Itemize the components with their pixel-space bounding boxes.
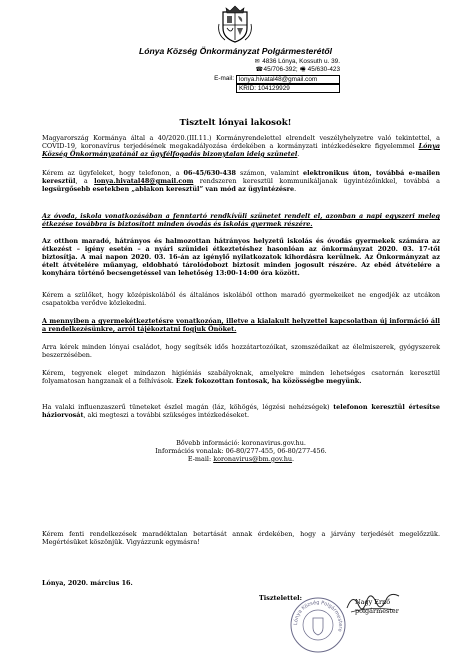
p9-text-1: Ha valaki influenzaszerű tüneteket észlel magán (láz, köhögés, légzési nehézségek) [42,403,334,411]
p8-bold: Ezek fokozottan fontosak, ha közösségbe megyünk. [175,376,362,385]
closing-text: Tisztelettel: [259,594,302,602]
organization-title: Lónya Község Önkormányzat Polgármesterétől [139,46,332,56]
signer-title: polgármester [355,607,399,615]
phone-fax-line [130,66,340,74]
p8-text: Kérem, tegyenek eleget mindazon higiéniás szabályoknak, amelyekre minden lehetséges csatornán keresztül folyamatosan hangzanak el a felhívások. [42,369,440,385]
p2-bold-2: legsürgősebb esetekben „ablakon keresztül” van mód az ügyintézésre [42,184,295,193]
p1-emphasis: Lónya Község Önkormányzatánál az ügyfélfogadás bizonytalan ideig szünetel [42,141,440,158]
p9-bold: telefonon keresztül értesítse háziorvosát [42,403,440,419]
email-line [130,75,340,84]
paragraph-7: Arra kérek minden lónyai családot, hogy segítsék idős hozzátartozóikat, szomszédaikat az élelmiszerek, gyógyszerek beszerzésében. [42,343,440,359]
p2-bold-1: elektronikus úton, továbbá e-mailen keresztül [42,169,440,185]
p2-phone: 06-45/630-438 [183,169,236,177]
signature-block [259,594,429,652]
email-link[interactable]: lonya.hivatal48@gmail.com [236,75,340,84]
info-email-end: . [292,454,295,463]
address-text: 4836 Lónya, Kossuth u. 39. [262,58,340,65]
p2-text-5: . [294,184,297,193]
paragraph-8 [42,370,440,386]
p2-text-2: számon, valamint [235,169,304,177]
letter-date: Lónya, 2020. március 16. [42,579,133,587]
email-label: E-mail: [214,74,234,82]
signer-name: Nagy Ernő [355,598,391,606]
p1-end: . [297,149,300,158]
info-email-link[interactable]: koronavirus@bm.gov.hu [213,454,293,463]
p2-text-3: , a [75,176,95,185]
paragraph-5: Kérem a szülőket, hogy középiskolából és általános iskolából otthon maradó gyermekeiket ne engedjék az utcákon csapatokba verődve közlekedni. [42,291,440,307]
krid-line [130,84,340,93]
fax-icon: 🖷 [299,67,306,74]
paragraph-2 [42,170,440,194]
fax-text: 45/630-423 [307,66,340,74]
paragraph-9 [42,404,440,420]
paragraph-6: A mennyiben a gyermekétkeztetésre vonatkozóan, illetve a kialakult helyzettel kapcsolatban új információ áll a rendelkezésünkre, arról tájékoztatni fogjuk Önöket. [42,317,440,333]
phone-icon: ☎ [255,67,264,74]
paragraph-4: Az otthon maradó, hátrányos és halmozottan hátrányos helyzetű iskolás és óvodás gyermekek számára az étkezést – igény esetén – a nyári szünidei étkeztetéshez hasonlóan az önkormányzat 2020. 03. 17-től biztosítja. A mai napon 2020. 03. 16-án az igénylő nyilatkozatok kihordásra kerülnek. Az Önkormányzat az ételt átvételére műanyag, eldobható tárolódobozt biztosít minden jogosult részére. Az ebéd átvételére a konyhára történő becsengetéssel van lehetőség 13:00-14:00 óra között. [42,237,440,277]
p2-text-4: rendszeren keresztül kommunikáljanak ügyintézőinkkel, továbbá a [193,176,440,185]
p1-text: Magyarország Kormánya által a 40/2020.(III.11.) Kormányrendelettel elrendelt veszélyhelyzetre való tekintettel, a COVID-19, koronavírus terjedésének megakadályozása érdekében a kormányzati intézkedésekre figyelemmel [42,134,440,150]
address-line [130,58,340,66]
p2-text-1: Kérem az ügyfeleket, hogy telefonon, a [42,169,184,177]
phone-text: 45/706-392; [263,66,298,74]
coat-of-arms-icon [217,4,253,44]
info-line-2: Információs vonalak: 06-80/277-455, 06-80/277-456. [155,446,327,455]
info-email-label: E-mail: [187,454,214,463]
official-stamp-icon [289,596,347,654]
paragraph-10: Kérem fenti rendelkezések maradéktalan betartását annak érdekében, hogy a járvány terjedését megelőzzük. Megértésüket köszönjük. Vigyázzunk egymásra! [42,530,440,546]
paragraph-1 [42,135,440,159]
krid-text: KRID: 104129929 [236,84,340,93]
info-line-1: Bővebb információ: koronavirus.gov.hu. [176,439,306,447]
mailbox-icon: ✉ [254,59,260,66]
p9-text-2: , aki megteszi a további szükséges intézkedéseket. [83,410,250,419]
info-line-3 [42,456,440,464]
paragraph-3: Az óvoda, iskola vonatkozásában a fenntartó rendkívüli szünetet rendelt el, azonban a napi egyszeri meleg étkezése továbbra is biztosított minden óvodás és iskolás gyermek részére. [42,212,440,228]
stamp-text: Lónya Község Polgármestere [292,599,344,633]
info-block [42,440,440,464]
contact-block [130,58,340,93]
greeting-heading: Tisztelt lónyai lakosok! [179,118,292,128]
p2-email-link[interactable]: lonya.hivatal48@gmail.com [94,176,194,185]
